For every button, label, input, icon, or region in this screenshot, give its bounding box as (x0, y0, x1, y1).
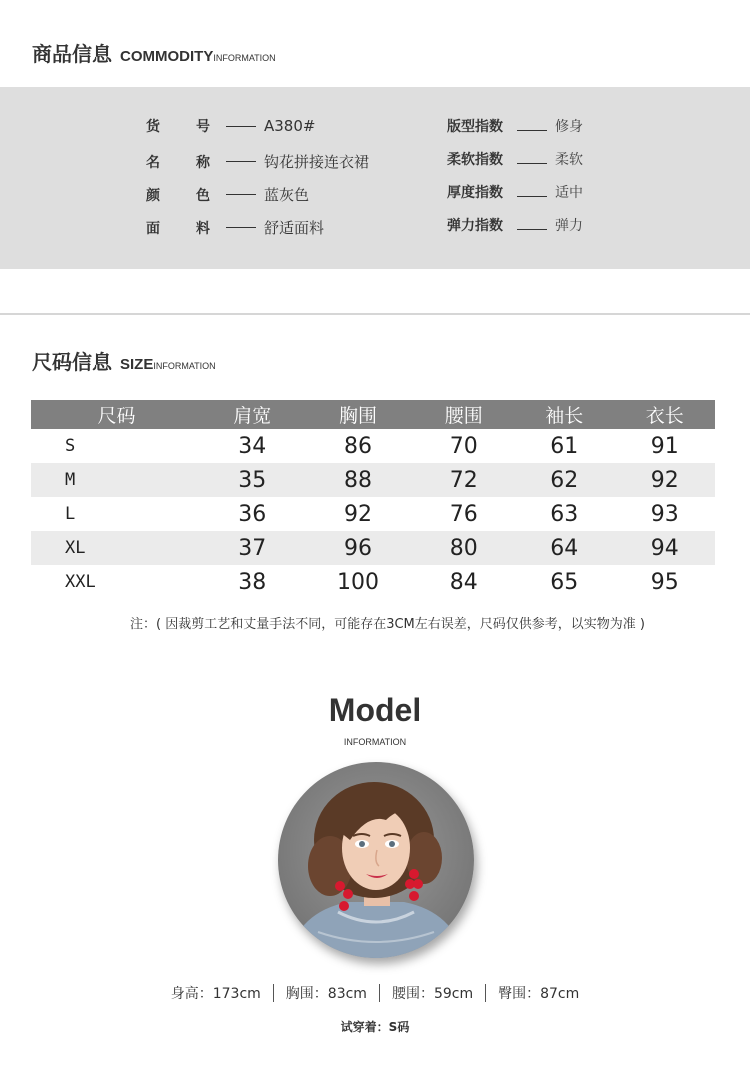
info-label-char: 货 (146, 119, 160, 135)
info-row-fabric (146, 217, 324, 238)
info-label-char: 名 (146, 154, 160, 171)
index-dash (517, 163, 547, 164)
commodity-section-title (32, 38, 276, 67)
table-cell: 62 (514, 463, 614, 497)
index-label: 版型指数 (447, 119, 503, 135)
size-note: 注：( 因裁剪工艺和丈量手法不同，可能存在3CM左右误差，尺码仅供参考，以实物为准 ) (130, 617, 645, 632)
table-cell: 72 (414, 463, 514, 497)
info-value: 蓝灰色 (264, 186, 310, 204)
info-label-char: 称 (196, 154, 210, 171)
model-stats (0, 983, 750, 1003)
model-photo (278, 762, 474, 958)
table-cell: 63 (550, 501, 579, 527)
model-try-on-size: 试穿着：S码 (340, 1020, 410, 1034)
model-title: Model (328, 692, 422, 728)
info-value: 舒适面料 (264, 219, 325, 237)
size-table-header (31, 400, 715, 429)
model-portrait-illustration (278, 762, 474, 958)
size-cell: M (31, 463, 202, 497)
index-label: 弹力指数 (447, 218, 503, 234)
size-section-title (32, 346, 216, 375)
info-label-char: 面 (146, 220, 160, 237)
index-row-thickness (447, 182, 583, 202)
model-height: 身高：173cm (170, 986, 261, 1002)
header-shoulder: 肩宽 (202, 400, 302, 429)
info-label-char: 料 (196, 220, 210, 237)
index-row-softness (447, 149, 583, 169)
model-bust: 胸围：83cm (285, 986, 367, 1002)
size-cell: L (65, 504, 76, 524)
product-info-panel (0, 87, 750, 269)
table-cell: 93 (650, 501, 679, 527)
index-row-fit (447, 116, 583, 136)
header-waist: 腰围 (414, 400, 514, 429)
table-cell: 34 (238, 433, 267, 459)
info-row-color (146, 184, 309, 205)
table-cell: 70 (449, 433, 478, 459)
size-title-en: SIZE (120, 356, 154, 373)
table-cell: 80 (414, 531, 514, 565)
model-hip: 臀围：87cm (498, 986, 580, 1002)
table-cell: 36 (238, 501, 267, 527)
table-cell: 76 (449, 501, 478, 527)
table-cell: 88 (303, 463, 414, 497)
info-label-char: 号 (196, 119, 210, 135)
table-cell: 61 (550, 433, 579, 459)
size-table (31, 400, 715, 599)
info-label-char: 色 (196, 187, 210, 204)
index-dash (517, 196, 547, 197)
info-row-item-no (146, 116, 315, 136)
info-label-char: 颜 (146, 187, 160, 204)
table-cell: 92 (344, 501, 373, 527)
table-row (31, 463, 715, 497)
size-title-cn: 尺码信息 (32, 350, 112, 374)
header-sleeve: 袖长 (514, 400, 614, 429)
size-title-en-small: INFORMATION (153, 361, 216, 371)
table-cell: 84 (449, 569, 478, 595)
table-cell: 35 (202, 463, 302, 497)
commodity-title-cn: 商品信息 (32, 42, 112, 66)
info-dash (226, 227, 256, 228)
info-label (146, 116, 210, 136)
info-label (146, 185, 210, 205)
info-value: A380# (264, 117, 316, 135)
info-value: 钩花拼接连衣裙 (264, 153, 370, 171)
index-dash (517, 130, 547, 131)
table-cell: 92 (614, 463, 715, 497)
info-label (146, 218, 210, 238)
table-cell: 65 (550, 569, 579, 595)
table-cell: 64 (514, 531, 614, 565)
table-cell: 94 (614, 531, 715, 565)
index-value: 柔软 (555, 152, 583, 168)
table-cell: 100 (337, 569, 380, 595)
info-dash (226, 194, 256, 195)
commodity-title-en: COMMODITY (120, 48, 214, 65)
info-row-name (146, 151, 369, 172)
table-cell: 95 (650, 569, 679, 595)
table-row (31, 497, 715, 531)
info-label (146, 152, 210, 172)
index-label: 厚度指数 (447, 185, 503, 201)
index-dash (517, 229, 547, 230)
table-row (31, 565, 715, 599)
info-dash (226, 126, 256, 127)
info-dash (226, 161, 256, 162)
index-row-elasticity (447, 215, 583, 235)
table-cell: 86 (344, 433, 373, 459)
index-value: 适中 (555, 185, 583, 201)
index-value: 弹力 (555, 218, 583, 234)
commodity-title-en-small: INFORMATION (213, 53, 276, 63)
size-cell: XXL (65, 572, 96, 592)
section-divider (0, 313, 750, 315)
table-cell: 38 (238, 569, 267, 595)
size-cell: XL (31, 531, 202, 565)
index-value: 修身 (555, 119, 583, 135)
header-length: 衣长 (614, 400, 715, 429)
model-subtitle: INFORMATION (343, 737, 407, 747)
size-cell: S (65, 436, 76, 456)
table-cell: 96 (303, 531, 414, 565)
table-cell: 37 (202, 531, 302, 565)
header-size: 尺码 (31, 400, 202, 429)
table-cell: 91 (650, 433, 679, 459)
table-row (31, 531, 715, 565)
model-waist: 腰围：59cm (391, 986, 474, 1002)
table-row (31, 429, 715, 463)
header-bust: 胸围 (303, 400, 414, 429)
index-label: 柔软指数 (447, 152, 503, 168)
